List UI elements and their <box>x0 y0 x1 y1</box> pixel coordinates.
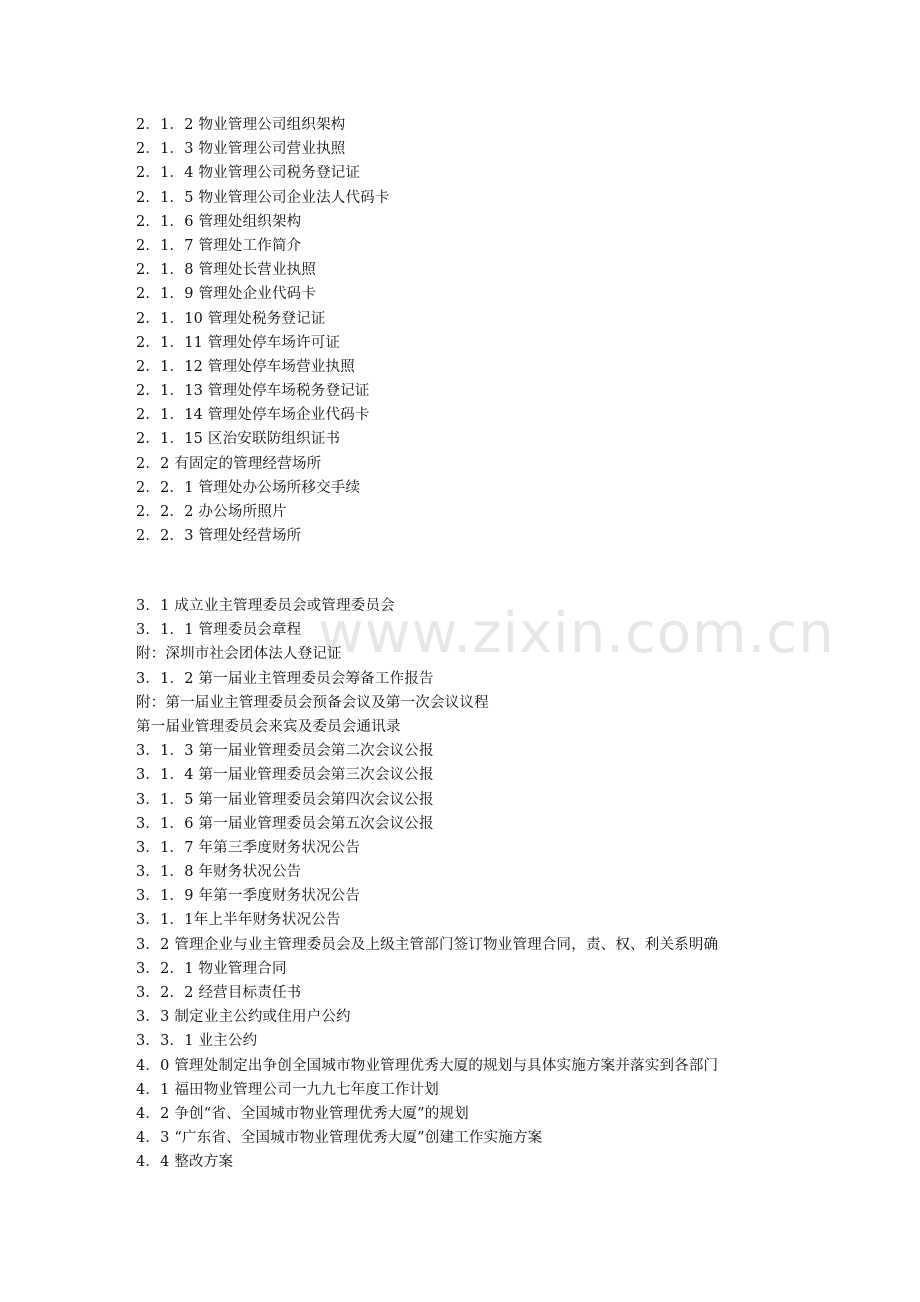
document-line: 2．1．9 管理处企业代码卡 <box>136 286 317 303</box>
document-line: 2．1．11 管理处停车场许可证 <box>136 334 341 351</box>
document-line: 3．1．5 第一届业管理委员会第四次会议公报 <box>136 791 434 808</box>
document-line: 2．1．8 管理处长营业执照 <box>136 262 317 279</box>
document-line: 2．1．6 管理处组织架构 <box>136 213 302 230</box>
document-line: 2．1．12 管理处停车场营业执照 <box>136 358 355 375</box>
document-line: 3．1．3 第一届业管理委员会第二次会议公报 <box>136 743 434 760</box>
document-line: 3．1 成立业主管理委员会或管理委员会 <box>136 598 395 614</box>
document-line: 2．1．3 物业管理公司营业执照 <box>136 141 346 158</box>
document-section-2 <box>136 113 896 548</box>
document-line: 4．0 管理处制定出争创全国城市物业管理优秀大厦的规划与具体实施方案并落实到各部门 <box>136 1057 719 1074</box>
document-line: 3．1．1 管理委员会章程 <box>136 622 302 639</box>
document-line: 3．1．1年上半年财务状况公告 <box>136 912 341 929</box>
document-line: 4．2 争创“省、全国城市物业管理优秀大厦”的规划 <box>136 1105 469 1122</box>
document-line: 3．2 管理企业与业主管理委员会及上级主管部门签订物业管理合同，责、权、利关系明确 <box>136 936 719 953</box>
document-line: 第一届业管理委员会来宾及委员会通讯录 <box>136 718 401 735</box>
document-line: 4．4 整改方案 <box>136 1154 234 1171</box>
document-line: 3．1．6 第一届业管理委员会第五次会议公报 <box>136 815 434 832</box>
document-line: 3．3．1 业主公约 <box>136 1033 258 1050</box>
document-line: 2．1．5 物业管理公司企业法人代码卡 <box>136 189 390 206</box>
document-line: 附：第一届业主管理委员会预备会议及第一次会议议程 <box>136 694 489 711</box>
document-line: 3．1．4 第一届业管理委员会第三次会议公报 <box>136 767 434 784</box>
document-line: 4．1 福田物业管理公司一九九七年度工作计划 <box>136 1081 439 1098</box>
document-line: 2．2 有固定的管理经营场所 <box>136 455 322 472</box>
document-line: 3．1．2 第一届业主管理委员会筹备工作报告 <box>136 670 434 687</box>
document-line: 2．2．1 管理处办公场所移交手续 <box>136 479 361 496</box>
document-line: 3．1．7 年第三季度财务状况公告 <box>136 839 361 856</box>
document-line: 2．1．13 管理处停车场税务登记证 <box>136 383 370 400</box>
watermark: www.zixin.com.cn <box>318 601 835 666</box>
document-line: 2．1．15 区治安联防组织证书 <box>136 431 341 448</box>
document-line: 2．2．3 管理处经营场所 <box>136 528 302 545</box>
document-line: 2．2．2 办公场所照片 <box>136 504 287 520</box>
document-line: 3．2．1 物业管理合同 <box>136 960 287 977</box>
document-line: 2．1．2 物业管理公司组织架构 <box>136 117 346 133</box>
document-line: 3．3 制定业主公约或住用户公约 <box>136 1009 351 1026</box>
document-line: 2．1．7 管理处工作简介 <box>136 237 302 254</box>
document-line: 3．1．9 年第一季度财务状况公告 <box>136 888 361 905</box>
document-line: 附：深圳市社会团体法人登记证 <box>136 646 342 663</box>
document-section-3-4 <box>136 594 896 1175</box>
document-line: 4．3 “广东省、全国城市物业管理优秀大厦”创建工作实施方案 <box>136 1130 543 1147</box>
document-line: 2．1．14 管理处停车场企业代码卡 <box>136 407 370 424</box>
document-line: 3．2．2 经营目标责任书 <box>136 985 302 1001</box>
document-line: 3．1．8 年财务状况公告 <box>136 864 302 881</box>
document-line: 2．1．10 管理处税务登记证 <box>136 310 326 327</box>
document-line: 2．1．4 物业管理公司税务登记证 <box>136 165 361 182</box>
